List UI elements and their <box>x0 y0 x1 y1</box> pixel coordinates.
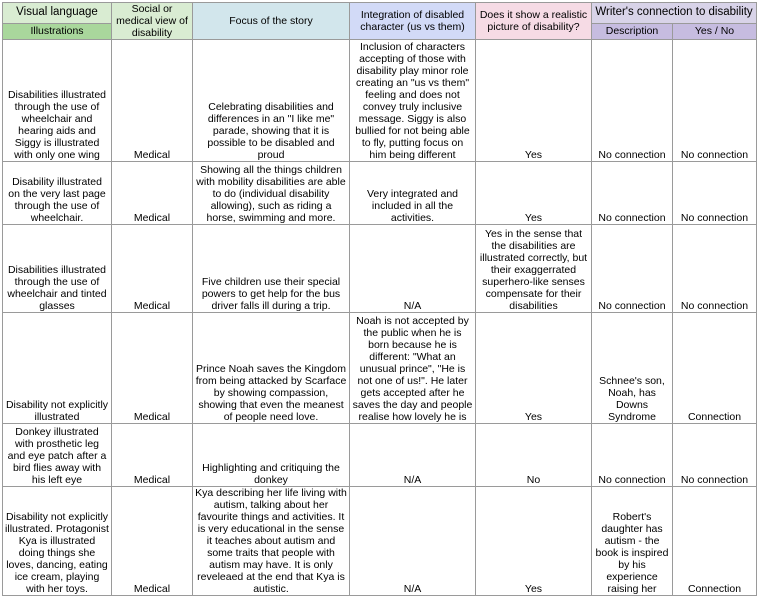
cell-focus: Showing all the things children with mobility disabilities are able to do (individual disability allowing), such as riding a horse, swimming and more. <box>193 162 350 225</box>
cell-illustrations: Disability not explicitly illustrated. Protagonist Kya is illustrated doing things she loves, dancing, eating ice cream, playing with her toys. <box>3 487 112 596</box>
cell-focus: Five children use their special powers to get help for the bus driver falls ill during a trip. <box>193 225 350 313</box>
cell-realistic: Yes <box>476 487 592 596</box>
cell-description: No connection <box>592 40 673 162</box>
disability-books-table <box>2 2 757 596</box>
table-row <box>3 162 757 225</box>
cell-description: No connection <box>592 424 673 487</box>
cell-realistic: Yes <box>476 313 592 424</box>
table-container <box>2 2 757 596</box>
cell-view: Medical <box>112 40 193 162</box>
cell-illustrations: Disability illustrated on the very last page through the use of wheelchair. <box>3 162 112 225</box>
cell-yes-no: No connection <box>673 162 757 225</box>
cell-focus: Prince Noah saves the Kingdom from being attacked by Scarface by showing compassion, showing that even the meanest of people need love. <box>193 313 350 424</box>
cell-realistic: Yes in the sense that the disabilities are illustrated correctly, but their exaggerrated superhero-like senses compensate for their disabilities <box>476 225 592 313</box>
table-row <box>3 424 757 487</box>
cell-description: Robert's daughter has autism - the book is inspired by his experience raising her <box>592 487 673 596</box>
table-row <box>3 487 757 596</box>
cell-yes-no: Connection <box>673 313 757 424</box>
cell-illustrations: Donkey illustrated with prosthetic leg and eye patch after a bird flies away with his left eye <box>3 424 112 487</box>
cell-illustrations: Disabilities illustrated through the use of wheelchair and tinted glasses <box>3 225 112 313</box>
header-focus: Focus of the story <box>193 3 350 40</box>
cell-integration: N/A <box>350 487 476 596</box>
cell-focus: Highlighting and critiquing the donkey <box>193 424 350 487</box>
header-yes-no: Yes / No <box>673 23 757 39</box>
cell-illustrations: Disability not explicitly illustrated <box>3 313 112 424</box>
cell-integration: N/A <box>350 424 476 487</box>
cell-view: Medical <box>112 487 193 596</box>
table-row <box>3 40 757 162</box>
table-row <box>3 313 757 424</box>
cell-integration: N/A <box>350 225 476 313</box>
cell-description: No connection <box>592 162 673 225</box>
cell-realistic: Yes <box>476 40 592 162</box>
cell-yes-no: Connection <box>673 487 757 596</box>
cell-realistic: No <box>476 424 592 487</box>
cell-yes-no: No connection <box>673 225 757 313</box>
header-integration: Integration of disabled character (us vs them) <box>350 3 476 40</box>
cell-integration: Very integrated and included in all the activities. <box>350 162 476 225</box>
cell-realistic: Yes <box>476 162 592 225</box>
header-illustrations: Illustrations <box>3 23 112 39</box>
header-visual-language: Visual language <box>3 3 112 24</box>
cell-illustrations: Disabilities illustrated through the use of wheelchair and hearing aids and Siggy is illustrated with only one wing <box>3 40 112 162</box>
cell-integration: Inclusion of characters accepting of those with disability play minor role creating an "us vs them" feeling and does not convey truly inclusive message. Siggy is also bullied for not being able to fly, putting focus on him being different <box>350 40 476 162</box>
cell-view: Medical <box>112 424 193 487</box>
cell-description: Schnee's son, Noah, has Downs Syndrome <box>592 313 673 424</box>
cell-view: Medical <box>112 225 193 313</box>
header-social-medical: Social or medical view of disability <box>112 3 193 40</box>
table-row <box>3 225 757 313</box>
cell-view: Medical <box>112 162 193 225</box>
cell-yes-no: No connection <box>673 424 757 487</box>
header-description: Description <box>592 23 673 39</box>
cell-focus: Celebrating disabilities and differences in an "I like me" parade, showing that it is possible to be disabled and proud <box>193 40 350 162</box>
cell-description: No connection <box>592 225 673 313</box>
cell-focus: Kya describing her life living with autism, talking about her favourite things and activities. It is very educational in the sense it teaches about autism and some traits that people with autism may have. It is only reveleaed at the end that Kya is autistic. <box>193 487 350 596</box>
header-realistic: Does it show a realistic picture of disability? <box>476 3 592 40</box>
cell-view: Medical <box>112 313 193 424</box>
cell-integration: Noah is not accepted by the public when he is born because he is different: "What an unusual prince", "He is not one of us!". He later gets accepted after he saves the day and people realise how lovely he is <box>350 313 476 424</box>
cell-yes-no: No connection <box>673 40 757 162</box>
header-writer-connection: Writer's connection to disability <box>592 3 757 24</box>
